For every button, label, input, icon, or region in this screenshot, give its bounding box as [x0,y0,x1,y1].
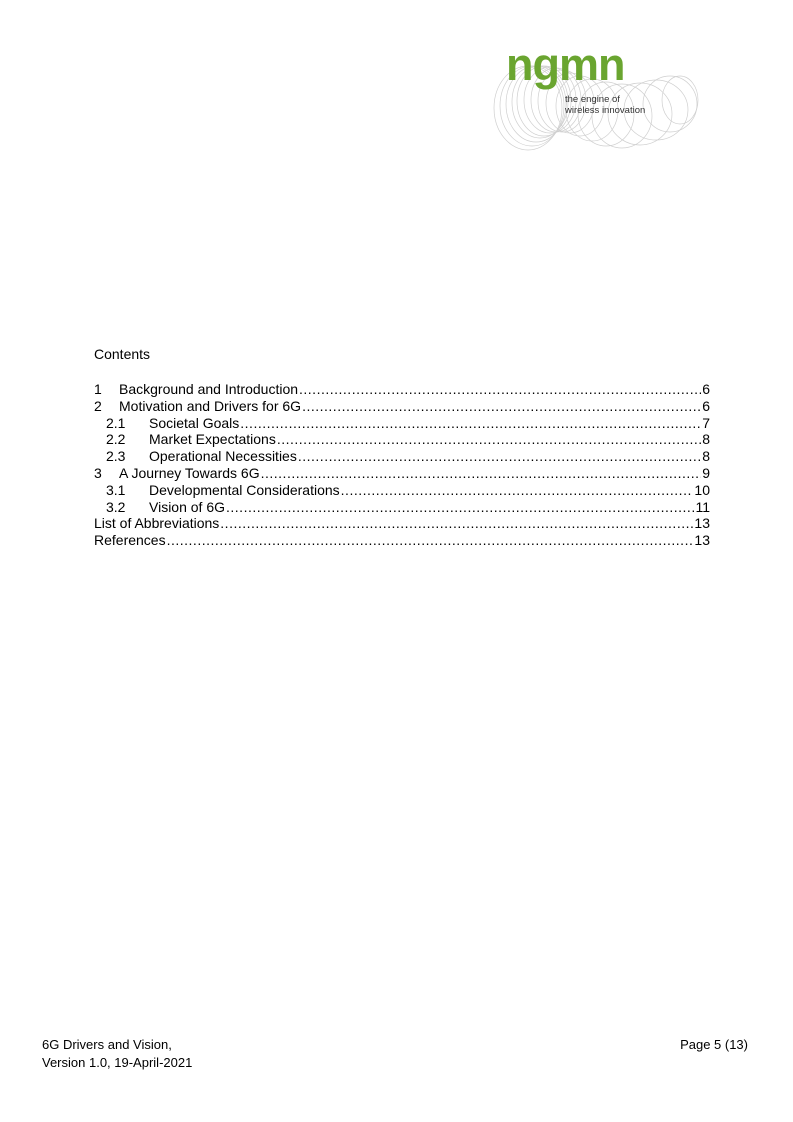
toc-entry-page: 13 [694,515,710,532]
toc-entry-page: 7 [702,414,710,431]
toc-entry-title: Societal Goals [149,414,240,431]
toc-entry-number: 3.2 [106,498,126,515]
toc-entry-page: 8 [702,431,710,448]
toc-entry-page: 6 [702,397,710,414]
toc-dot-leader [261,465,702,482]
toc-dot-leader [167,532,694,549]
footer-doc-title: 6G Drivers and Vision, [42,1037,172,1052]
toc-entry-number: 3.1 [106,481,126,498]
toc-dot-leader [299,381,701,398]
toc-entry-title: List of Abbreviations [94,515,220,532]
toc-entry-page: 9 [702,464,710,481]
toc-entry-vision[interactable] [94,499,710,516]
toc-dot-leader [302,398,701,415]
contents-heading: Contents [94,346,151,362]
footer-version: Version 1.0, 19-April-2021 [42,1055,193,1070]
logo-tagline-line2: wireless innovation [565,105,646,116]
table-of-contents [94,381,710,549]
toc-entry-operational-necessities[interactable] [94,448,710,465]
toc-entry-references[interactable] [94,532,710,549]
logo-tagline [565,94,645,116]
toc-entry-page: 6 [702,381,710,397]
toc-entry-page: 8 [702,448,710,465]
toc-entry-market-expectations[interactable] [94,431,710,448]
toc-entry-title: A Journey Towards 6G [119,464,260,481]
toc-entry-journey[interactable] [94,465,710,482]
toc-entry-number: 2.2 [106,431,126,448]
toc-dot-leader [277,431,701,448]
toc-dot-leader [220,515,693,532]
toc-entry-number: 1 [94,381,102,397]
toc-dot-leader [226,499,694,516]
toc-dot-leader [341,482,694,499]
toc-entry-number: 2 [94,397,102,414]
toc-entry-title: Market Expectations [149,431,276,448]
toc-entry-title: Operational Necessities [149,448,297,465]
toc-entry-developmental-considerations[interactable] [94,482,710,499]
toc-entry-page: 10 [694,481,710,498]
toc-entry-societal-goals[interactable] [94,415,710,432]
toc-dot-leader [240,415,701,432]
toc-entry-title: Motivation and Drivers for 6G [119,397,302,414]
toc-entry-title: Vision of 6G [149,498,226,515]
footer-document-info [42,1036,192,1072]
toc-entry-number: 2.1 [106,414,126,431]
toc-dot-leader [298,448,701,465]
toc-entry-title: Developmental Considerations [149,481,340,498]
toc-entry-title: References [94,532,166,549]
toc-entry-title: Background and Introduction [119,381,299,397]
logo-wordmark: ngmn [506,39,625,90]
toc-entry-number: 2.3 [106,448,126,465]
toc-entry-page: 11 [695,498,710,515]
toc-entry-motivation[interactable] [94,398,710,415]
ngmn-logo [490,38,700,156]
toc-entry-background[interactable] [94,381,710,398]
toc-entry-abbreviations[interactable] [94,515,710,532]
logo-tagline-line1: the engine of [565,94,620,105]
footer-page-number: Page 5 (13) [680,1037,748,1052]
toc-entry-number: 3 [94,464,102,481]
toc-entry-page: 13 [694,532,710,549]
